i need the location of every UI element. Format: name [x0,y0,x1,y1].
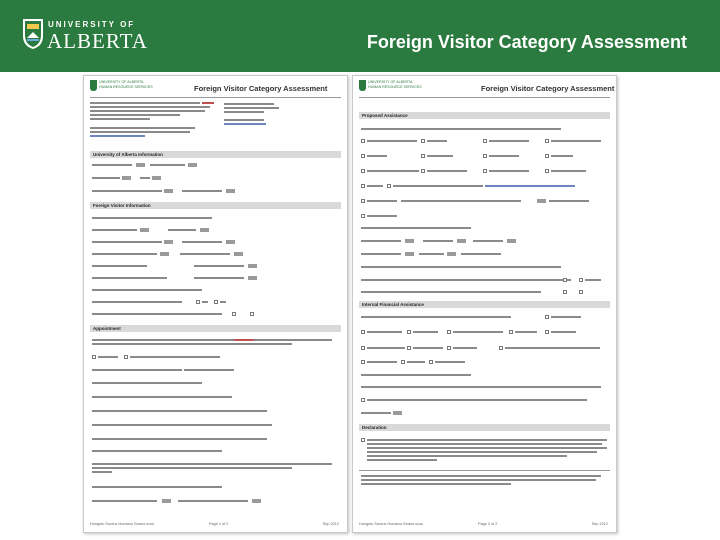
text-line [92,190,162,192]
text-line [92,467,292,469]
form-field[interactable] [226,189,235,193]
text-line [92,343,292,345]
text-line [184,369,234,371]
checkbox[interactable] [361,214,365,218]
page-title: Foreign Visitor Category Assessment [366,32,687,52]
text-line [90,102,200,104]
email-link-line [224,123,266,125]
checkbox[interactable] [361,346,365,350]
text-line [427,170,467,172]
text-line [551,170,586,172]
checkbox[interactable] [429,360,433,364]
text-line [150,164,185,166]
text-line [90,131,190,133]
divider [90,97,341,98]
text-line [178,500,248,502]
form-field[interactable] [248,276,257,280]
text-line [92,289,202,291]
form-field[interactable] [405,239,414,243]
text-line [367,451,597,453]
section-title: Appointment [93,326,121,331]
section-header [90,202,341,209]
section-header [359,424,610,431]
text-line [361,316,511,318]
document-logo-line2: HUMAN RESOURCE SERVICES [368,85,422,89]
section-header [90,325,341,332]
form-field[interactable] [122,176,131,180]
section-header [359,301,610,308]
text-line [361,374,471,376]
text-line [419,253,444,255]
checkbox[interactable] [563,278,567,282]
form-field[interactable] [136,163,145,167]
text-line [92,241,162,243]
text-line [92,313,222,315]
text-line [453,331,503,333]
text-line [489,155,519,157]
text-line [92,253,157,255]
form-field[interactable] [164,189,173,193]
checkbox[interactable] [361,360,365,364]
text-line [423,240,453,242]
logo-alberta-text: ALBERTA [47,29,148,53]
document-page-2 [352,75,617,533]
document-title: Foreign Visitor Category Assessment [194,84,328,93]
text-line [202,102,214,104]
text-line [551,331,576,333]
section-header [359,112,610,119]
text-line [489,170,529,172]
checkbox[interactable] [483,154,487,158]
checkbox[interactable] [563,290,567,294]
form-field[interactable] [507,239,516,243]
text-line [92,369,182,371]
section-title: Foreign Visitor Information [93,203,151,208]
text-line [367,399,587,401]
text-line [473,240,503,242]
text-line [98,356,118,358]
footer-page: Page 1 of 2 [209,522,229,526]
text-line [453,347,477,349]
checkbox[interactable] [545,169,549,173]
text-line [92,410,267,412]
checkbox[interactable] [483,169,487,173]
form-field[interactable] [188,163,197,167]
text-line [361,475,601,477]
text-line [367,361,397,363]
checkbox[interactable] [447,346,451,350]
form-field[interactable] [162,499,171,503]
text-line [367,443,602,445]
footer-text: Hungutu Soreus Humano Geaus scoo [359,522,424,526]
text-line [182,190,222,192]
form-field[interactable] [405,252,414,256]
text-line [92,177,120,179]
text-line [361,386,601,388]
checkbox[interactable] [499,346,503,350]
text-line [92,229,137,231]
checkbox[interactable] [447,330,451,334]
text-line [92,265,147,267]
text-line [367,155,387,157]
email-link-line [90,135,145,137]
section-header [90,151,341,158]
text-line [361,128,561,130]
form-field[interactable] [457,239,466,243]
form-field[interactable] [140,228,149,232]
form-field[interactable] [537,199,546,203]
text-line [367,170,419,172]
document-logo-line2: HUMAN RESOURCE SERVICES [99,85,153,89]
text-line [92,339,332,341]
text-line [361,227,471,229]
text-line [224,107,279,109]
text-line [180,253,230,255]
text-line [367,459,437,461]
text-line [361,253,401,255]
text-line [92,500,157,502]
footer-text: Hungutu Soreus Humano Geaus scoo [90,522,155,526]
text-line [90,106,210,108]
form-field[interactable] [447,252,456,256]
text-line [92,450,222,452]
checkbox[interactable] [545,315,549,319]
footer-page: Page 2 of 2 [478,522,498,526]
text-line [413,331,438,333]
form-field[interactable] [200,228,209,232]
university-logo [22,18,147,56]
text-line [585,279,601,281]
text-line [361,479,596,481]
link-line [485,185,575,187]
checkbox[interactable] [421,169,425,173]
text-line [130,356,220,358]
checkbox[interactable] [545,139,549,143]
shield-icon [22,18,44,50]
text-line [551,316,581,318]
text-line [461,253,501,255]
text-line [361,291,541,293]
text-line [140,177,150,179]
text-line [92,471,112,473]
text-line [194,277,244,279]
text-line [367,140,417,142]
checkbox[interactable] [250,312,254,316]
document-page-1 [83,75,348,533]
text-line [367,347,405,349]
checkbox[interactable] [387,184,391,188]
text-line [549,200,589,202]
header-bar [0,0,720,72]
document-logo [359,80,422,94]
text-line [194,265,244,267]
text-line [361,279,571,281]
text-line [220,301,226,303]
section-title: Proposed Assistance [362,113,408,118]
checkbox[interactable] [361,184,365,188]
form-field[interactable] [160,252,169,256]
form-field[interactable] [393,411,402,415]
text-line [90,110,205,112]
checkbox[interactable] [361,139,365,143]
text-line [401,200,521,202]
text-line [551,140,601,142]
document-logo [90,80,153,94]
checkbox[interactable] [361,330,365,334]
text-line [202,301,208,303]
form-field[interactable] [226,240,235,244]
text-line [361,483,511,485]
section-title: Declaration [362,425,387,430]
form-field[interactable] [252,499,261,503]
footer-date: Sep 2012 [591,522,608,526]
divider [359,470,610,471]
divider [359,97,610,98]
document-logo-line1: UNIVERSITY OF ALBERTA [99,80,144,84]
footer-date: Sep 2012 [322,522,339,526]
document-title: Foreign Visitor Category Assessment [481,84,615,93]
text-line [393,185,483,187]
checkbox[interactable] [232,312,236,316]
checkbox[interactable] [509,330,513,334]
text-line [92,277,167,279]
text-line [234,339,254,341]
checkbox[interactable] [196,300,200,304]
checkbox[interactable] [407,330,411,334]
text-line [367,331,402,333]
section-title: University of Alberta Information [93,152,163,157]
text-line [413,347,443,349]
text-line [367,439,607,441]
document-logo-line1: UNIVERSITY OF ALBERTA [368,80,413,84]
text-line [224,103,274,105]
text-line [224,111,264,113]
form-field[interactable] [234,252,243,256]
text-line [489,140,529,142]
checkbox[interactable] [545,154,549,158]
text-line [435,361,465,363]
text-line [224,119,264,121]
text-line [92,217,212,219]
mini-shield-icon [90,80,97,91]
checkbox[interactable] [361,199,365,203]
checkbox[interactable] [401,360,405,364]
checkbox[interactable] [579,290,583,294]
text-line [92,463,332,465]
text-line [168,229,196,231]
mini-shield-icon [359,80,366,91]
text-line [367,455,567,457]
checkbox[interactable] [361,169,365,173]
checkbox[interactable] [421,154,425,158]
text-line [92,438,267,440]
checkbox[interactable] [361,438,365,442]
text-line [182,241,222,243]
text-line [367,185,383,187]
text-line [367,215,397,217]
text-line [505,347,600,349]
text-line [92,396,232,398]
text-line [92,301,182,303]
section-title: Internal Financial Assistance [362,302,424,307]
form-field[interactable] [164,240,173,244]
text-line [407,361,425,363]
text-line [92,382,202,384]
text-line [361,240,401,242]
checkbox[interactable] [124,355,128,359]
text-line [90,127,195,129]
text-line [361,412,391,414]
text-line [367,447,607,449]
text-line [427,155,453,157]
checkbox[interactable] [92,355,96,359]
checkbox[interactable] [579,278,583,282]
checkbox[interactable] [421,139,425,143]
checkbox[interactable] [545,330,549,334]
text-line [361,266,561,268]
checkbox[interactable] [407,346,411,350]
text-line [427,140,447,142]
text-line [90,114,180,116]
form-field[interactable] [152,176,161,180]
logo-university-text: UNIVERSITY OF [48,20,136,29]
text-line [367,200,397,202]
text-line [551,155,573,157]
text-line [90,118,150,120]
text-line [515,331,537,333]
checkbox[interactable] [361,398,365,402]
text-line [92,486,222,488]
checkbox[interactable] [483,139,487,143]
form-field[interactable] [248,264,257,268]
checkbox[interactable] [361,154,365,158]
text-line [92,164,132,166]
checkbox[interactable] [214,300,218,304]
text-line [92,424,272,426]
